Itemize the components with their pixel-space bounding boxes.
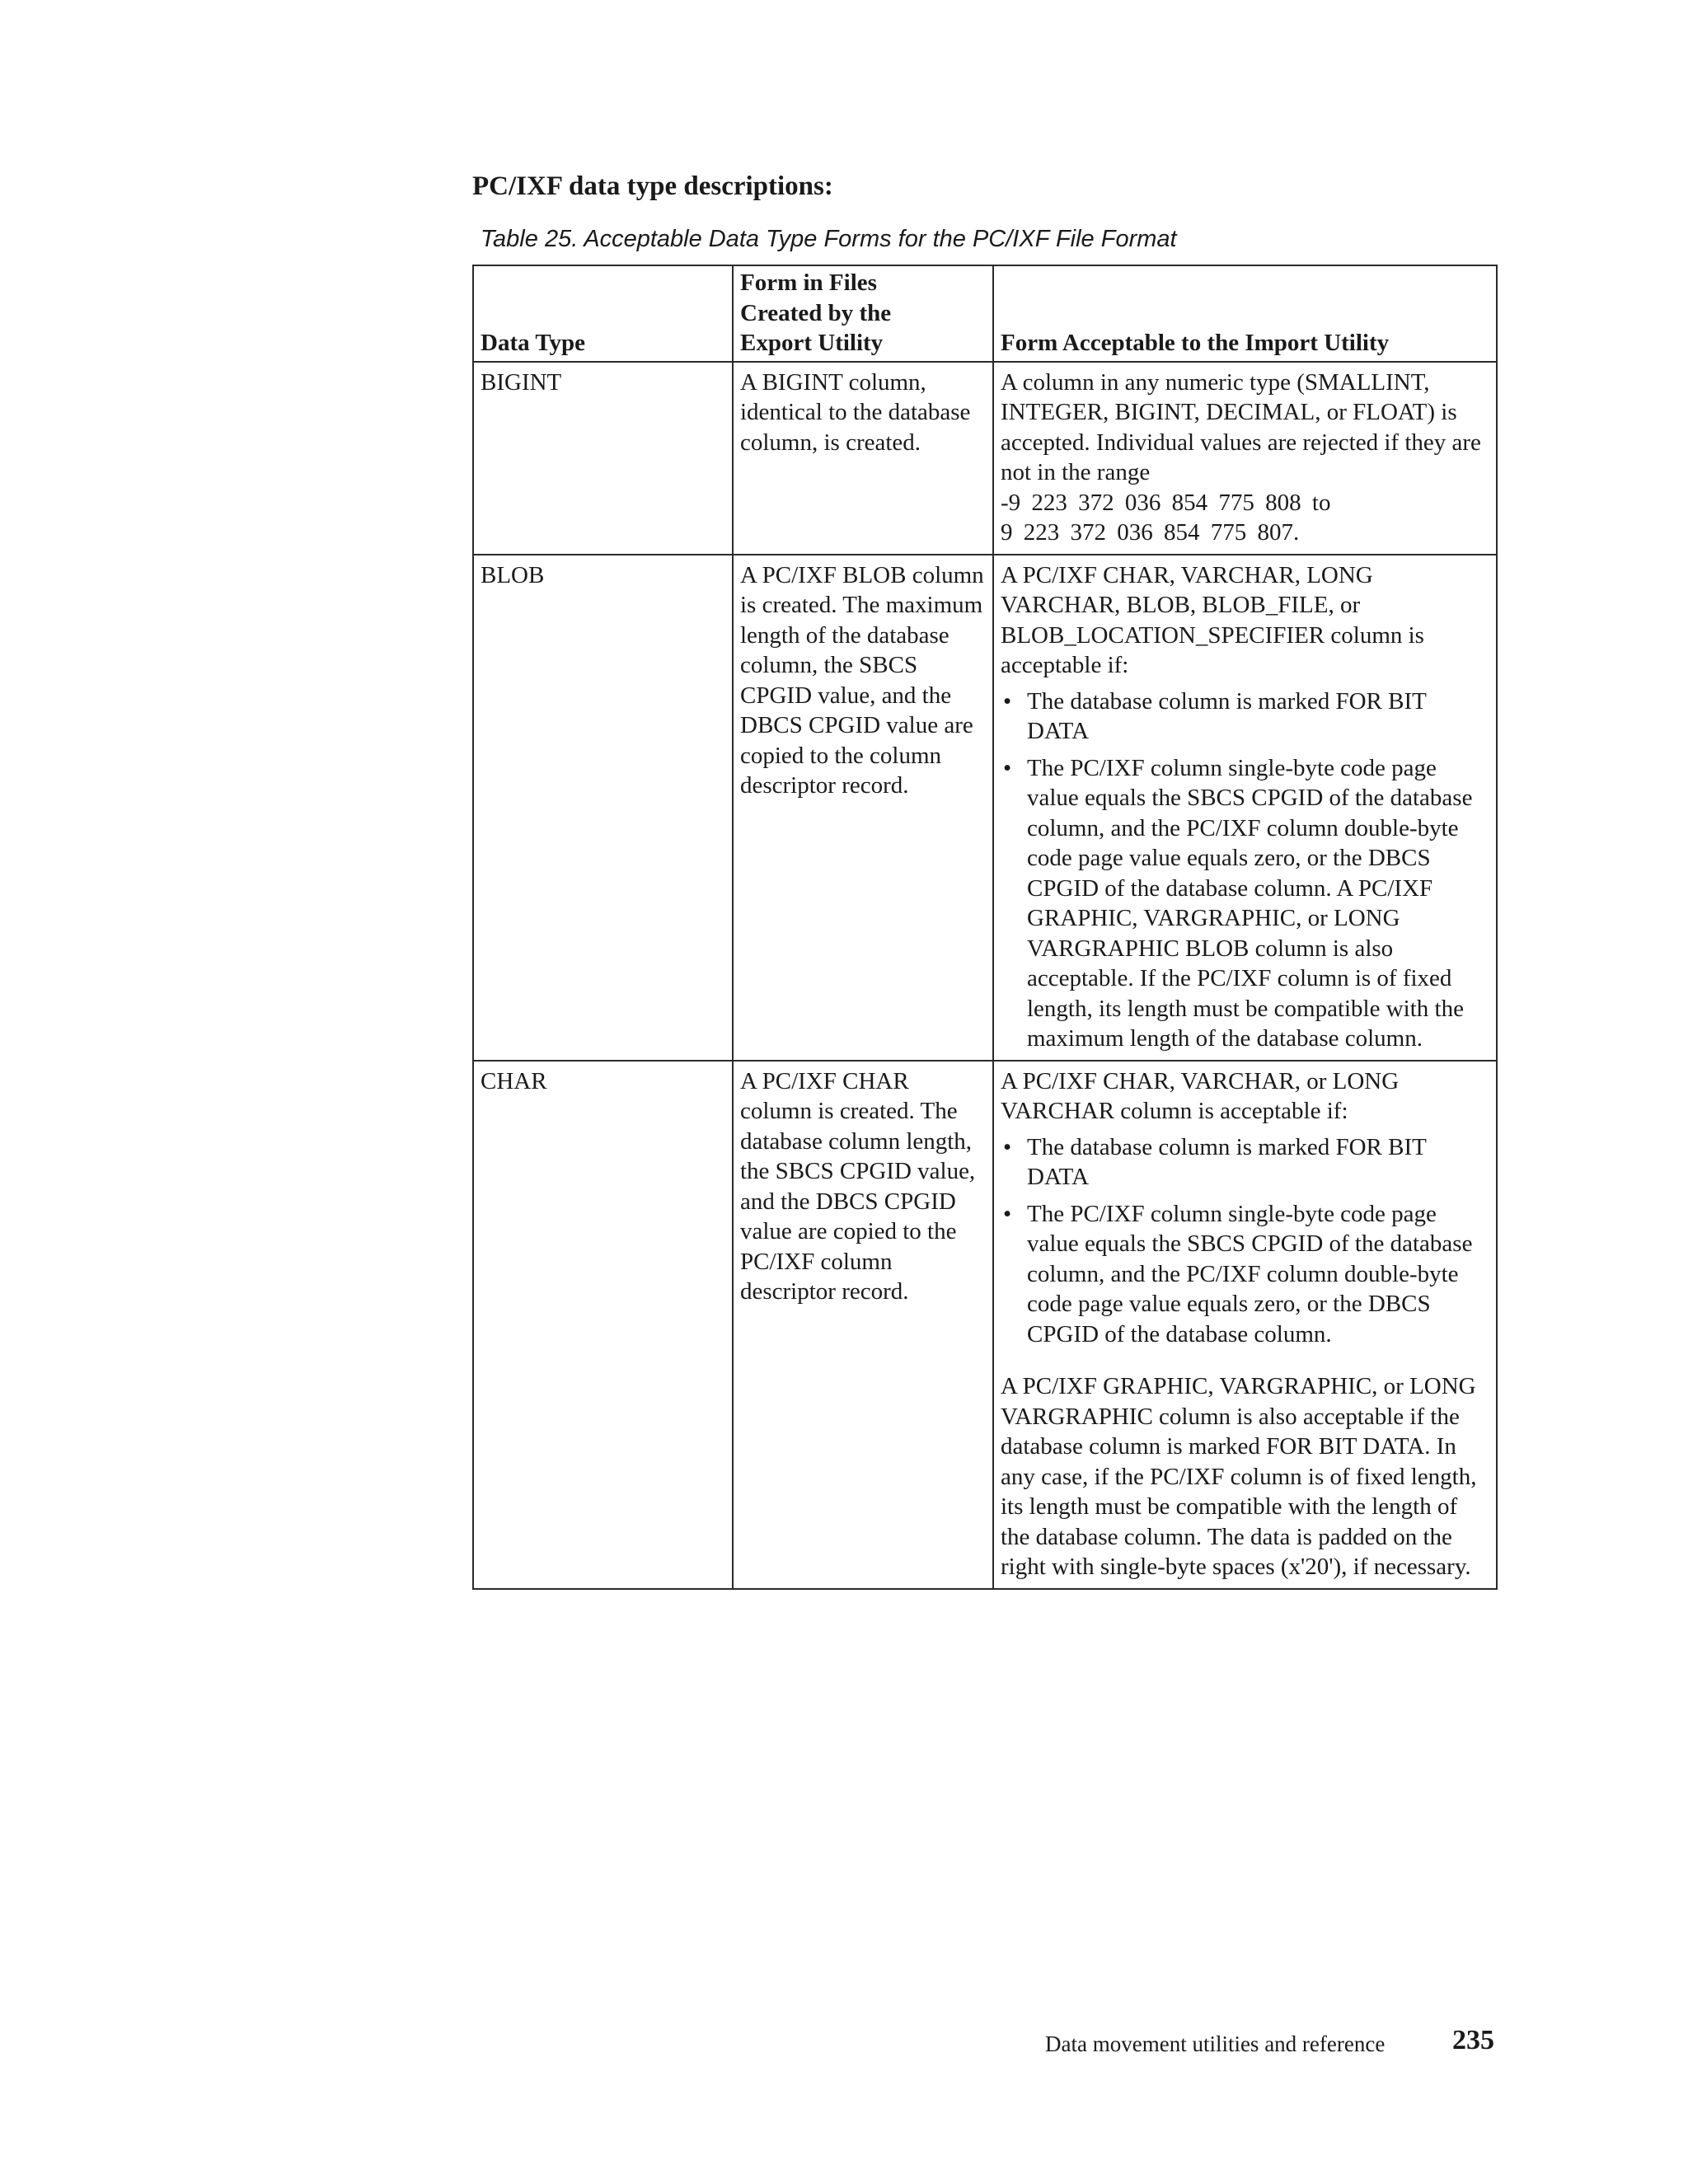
table-header-row [473, 265, 1497, 362]
cell-export-form: A BIGINT column, identical to the database column, is created. [733, 362, 993, 555]
list-item [1001, 753, 1489, 1054]
bullet-icon: • [1003, 687, 1012, 715]
table-row [473, 555, 1497, 1061]
cell-export-form: A PC/IXF BLOB column is created. The maximum length of the database column, the SBCS CPGID value, and the DBCS CPGID value are copied to the column descriptor record. [733, 555, 993, 1061]
header-import-form: Form Acceptable to the Import Utility [993, 265, 1497, 362]
condition-list [1001, 1132, 1489, 1350]
header-data-type: Data Type [473, 265, 733, 362]
cell-import-form [993, 362, 1497, 555]
import-note: A PC/IXF GRAPHIC, VARGRAPHIC, or LONG VARGRAPHIC column is also acceptable if the database column is marked FOR BIT DATA. In any case, if the PC/IXF column is of fixed length, its length must be compatible with the length of the database column. The data is padded on the right with single-byte spaces (x'20'), if necessary. [1001, 1373, 1477, 1580]
list-item [1001, 687, 1489, 747]
list-item-text: The database column is marked FOR BIT DATA [1027, 1133, 1427, 1190]
list-item-text: The PC/IXF column single-byte code page value equals the SBCS CPGID of the database column, and the PC/IXF column double-byte code page value equals zero, or the DBCS CPGID of the database column. [1027, 1200, 1473, 1347]
range-low: -9 223 372 036 854 775 808 to [1001, 489, 1331, 516]
bullet-icon: • [1003, 754, 1012, 781]
cell-data-type: BIGINT [473, 362, 733, 555]
section-heading: PC/IXF data type descriptions: [472, 171, 833, 201]
import-intro: A column in any numeric type (SMALLINT, INTEGER, BIGINT, DECIMAL, or FLOAT) is accepted. Individual values are rejected if they are not in the range [1001, 368, 1481, 485]
cell-export-form: A PC/IXF CHAR column is created. The database column length, the SBCS CPGID value, and the DBCS CPGID value are copied to the PC/IXF column descriptor record. [733, 1061, 993, 1589]
cell-data-type: BLOB [473, 555, 733, 1061]
header-export-form-line: Form in Files [740, 269, 877, 296]
header-export-form [733, 265, 993, 362]
data-type-table [472, 265, 1498, 1590]
list-item [1001, 1132, 1489, 1193]
list-item-text: The database column is marked FOR BIT DATA [1027, 687, 1427, 744]
condition-list [1001, 687, 1489, 1054]
table-row [473, 362, 1497, 555]
list-item [1001, 1199, 1489, 1350]
cell-import-form [993, 555, 1497, 1061]
bullet-icon: • [1003, 1200, 1012, 1227]
import-intro: A PC/IXF CHAR, VARCHAR, LONG VARCHAR, BLOB, BLOB_FILE, or BLOB_LOCATION_SPECIFIER column is acceptable if: [1001, 561, 1424, 678]
import-intro: A PC/IXF CHAR, VARCHAR, or LONG VARCHAR column is acceptable if: [1001, 1067, 1400, 1124]
header-export-form-line: Export Utility [740, 330, 884, 356]
range-high: 9 223 372 036 854 775 807. [1001, 519, 1300, 546]
cell-import-form [993, 1061, 1497, 1589]
page-number: 235 [1452, 2025, 1494, 2055]
bullet-icon: • [1003, 1133, 1012, 1160]
header-export-form-line: Created by the [740, 299, 892, 326]
footer-text: Data movement utilities and reference [1045, 2032, 1386, 2056]
table-caption: Table 25. Acceptable Data Type Forms for the PC/IXF File Format [481, 226, 1177, 252]
table-row [473, 1061, 1497, 1589]
list-item-text: The PC/IXF column single-byte code page value equals the SBCS CPGID of the database column, and the PC/IXF column double-byte code page value equals zero, or the DBCS CPGID of the database column. A PC/IXF GRAPHIC, VARGRAPHIC, or LONG VARGRAPHIC BLOB column is also acceptable. If the PC/IXF column is of fixed length, its length must be compatible with the maximum length of the database column. [1027, 754, 1473, 1052]
cell-data-type: CHAR [473, 1061, 733, 1589]
